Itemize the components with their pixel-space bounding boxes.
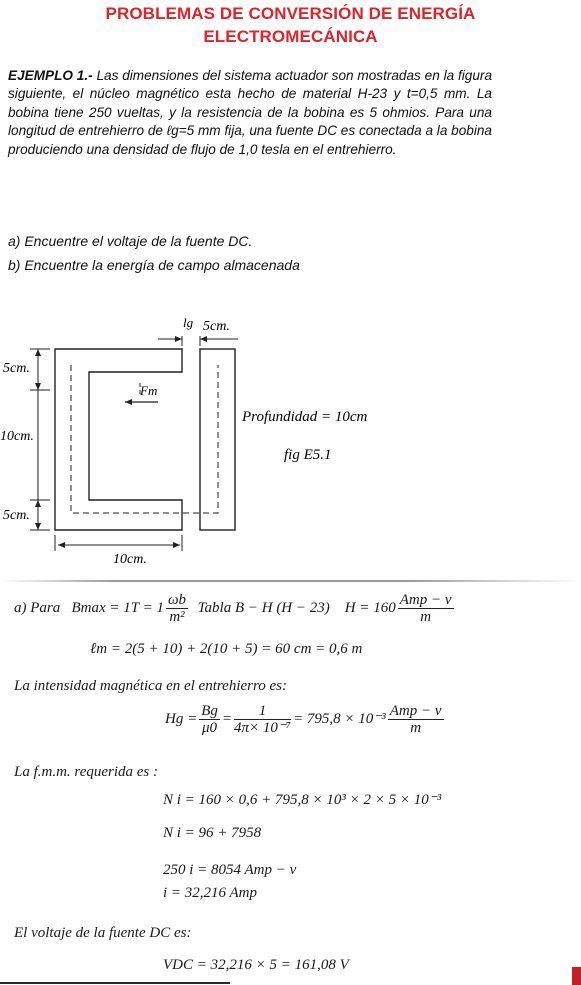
solution-h: H = 160 [344, 599, 396, 616]
solution-eq1: N i = 160 × 0,6 + 795,8 × 10³ × 2 × 5 × 10⁻³ [163, 792, 442, 808]
figure-depth-label: Profundidad = 10cm [242, 409, 368, 425]
solution-eq2: N i = 96 + 7958 [163, 825, 262, 841]
solution-hg: Hg = [165, 710, 198, 727]
figure-force-label: Fm [140, 383, 158, 398]
figure-left-bot-dim: 5cm. [3, 508, 30, 523]
figure-left-mid-dim: 10cm. [0, 429, 34, 444]
solution-lm: ℓm = 2(5 + 10) + 2(10 + 5) = 60 cm = 0,6 m [90, 641, 363, 657]
page-title-line2: ELECTROMECÁNICA [203, 27, 378, 46]
solution-a-prefix: a) Para [14, 599, 61, 616]
figure-top-dim: 5cm. [203, 319, 230, 334]
example-label: EJEMPLO 1.- [8, 68, 93, 83]
fraction-bg-mu: $\frac{Bg}{\mu 0}$ [201, 703, 218, 736]
fraction-hg-unit: $\frac{\text{Amp − v}}{m}$ [389, 703, 442, 736]
solution-line-a [14, 592, 456, 625]
solution-intensity-label: La intensidad magnética en el entrehierro es: [14, 678, 288, 694]
question-a: a) Encuentre el voltaje de la fuente DC. [8, 233, 253, 249]
solution-vdc: VDC = 32,216 × 5 = 161,08 V [163, 957, 349, 973]
example-text: Las dimensiones del sistema actuador son mostradas en la figura siguiente, el núcleo magnético esta hecho de material H-23 y t=0,5 mm. La bobina tiene 250 vueltas, y la resistencia de la bobina es 5 ohmios. Para una longitud de entrehierro de ℓg=5 mm fija, una fuente DC es conectada a la bobina produciendo una densidad de flujo de 1,0 tesla en el entrehierro. [8, 68, 493, 157]
fraction-one-over-mu0: $\frac{1}{\text{4π× 10⁻⁷}}$ [234, 703, 292, 736]
section-divider [0, 580, 581, 582]
bottom-rule [0, 982, 230, 984]
solution-table: Tabla B − H (H − 23) [197, 599, 330, 616]
question-b: b) Encuentre la energía de campo almacenada [8, 257, 300, 273]
corner-mark [572, 967, 581, 985]
solution-eq4: i = 32,216 Amp [163, 885, 258, 901]
figure-lg-label: lg [183, 315, 194, 330]
solution-bmax: Bmax = 1T = 1 [71, 599, 164, 616]
solution-hg-line: Hg = $\frac{Bg}{\mu 0}$ = $\frac{1}{\text{4π× 10⁻⁷}}$ = 795,8 × 10⁻³ $\frac{\text{Amp − v}}{m}$ [165, 703, 442, 736]
figure-bottom-dim: 10cm. [113, 552, 147, 567]
figure-caption: fig E5.1 [284, 447, 332, 463]
solution-hg-result: = 795,8 × 10⁻³ [293, 710, 386, 727]
solution-voltage-label: El voltaje de la fuente DC es: [14, 925, 192, 941]
page-title-line1: PROBLEMAS DE CONVERSIÓN DE ENERGÍA [105, 4, 476, 23]
fraction-wb: $\frac{\omega b}{\text{m²}}$ [167, 592, 187, 625]
figure-left-top-dim: 5cm. [3, 361, 30, 376]
fraction-h-unit: $\frac{\text{Amp − v}}{m}$ [399, 592, 452, 625]
solution-fmm-label: La f.m.m. requerida es : [14, 764, 159, 780]
solution-eq3: 250 i = 8054 Amp − v [163, 862, 297, 878]
